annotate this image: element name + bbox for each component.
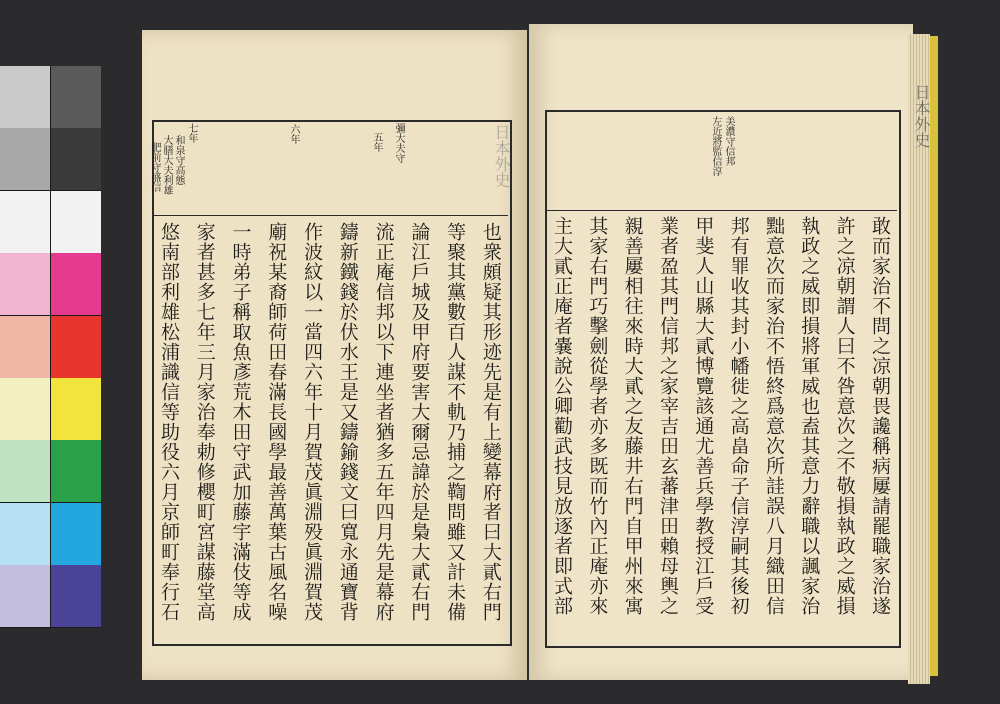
right-column-7: 業者盈其門信邦之家宰吉田玄蕃津田賴母輿之	[656, 216, 679, 616]
left-column-8: 一時弟子稱取魚彥荒木田守武加藤宇滿伎等成	[229, 222, 252, 622]
color-swatch	[51, 316, 101, 378]
right-column-2: 許之凉朝謂人曰不咎意次之不敬損執政之威損	[833, 216, 856, 616]
right-column-3: 執政之威即損將軍威也盍其意力辭職以諷家治	[798, 216, 821, 616]
left-note-yadayu: 彌大夫守	[393, 123, 404, 163]
right-column-5: 邦有罪收其封小幡徙之高畠命子信淳嗣其後初	[727, 216, 750, 616]
right-column-8: 親善屢相往來時大貳之友藤井右門自甲州來寓	[621, 216, 644, 616]
right-edge-title-showthrough: 日本外史	[912, 84, 931, 148]
color-swatch	[51, 253, 101, 315]
color-swatch	[51, 378, 101, 440]
color-swatch	[51, 440, 101, 502]
right-note-sakon: 左近將監信淳	[710, 116, 721, 176]
color-swatch	[0, 565, 50, 627]
right-body-text	[549, 216, 893, 640]
left-header-rule	[152, 120, 508, 216]
left-margin-title-showthrough: 日本外史	[492, 124, 511, 188]
left-note-year-5: 五年	[371, 132, 382, 152]
right-column-10: 主大貳正庵者嚢說公卿勸武技見放逐者即式部	[551, 216, 573, 616]
right-column-9: 其家右門巧擊劍從學者亦多既而竹內正庵亦來	[586, 216, 609, 616]
left-column-10: 悠南部利雄松浦識信等助役六月京師町奉行石	[158, 222, 180, 622]
right-header-rule	[545, 110, 897, 211]
color-swatch	[51, 503, 101, 565]
color-swatch	[51, 128, 101, 190]
color-swatch	[0, 378, 50, 440]
right-page	[529, 24, 913, 680]
open-book	[120, 14, 942, 690]
color-swatch	[51, 191, 101, 253]
left-note-izumi: 和泉守高態	[173, 135, 184, 185]
color-swatch	[51, 66, 101, 128]
left-note-year-7: 七年	[186, 123, 197, 143]
left-column-5: 鑄新鐵錢於伏水王是又鑄鍮錢文曰寬永通寶背	[336, 222, 359, 622]
left-note-year-6: 六年	[288, 124, 299, 144]
right-column-6: 甲斐人山縣大貳博覽該通尤善兵學教授江戶受	[692, 216, 715, 616]
left-column-9: 家者甚多七年三月家治奉勅修櫻町宮謀藤堂高	[193, 222, 216, 622]
left-column-1: 也衆頗疑其形迹先是有上變幕府者曰大貳右門	[479, 222, 502, 622]
color-swatch	[0, 191, 50, 253]
right-note-mino: 美濃守信邦	[723, 116, 734, 166]
color-swatch	[0, 128, 50, 190]
left-note-hizen: 肥前守盛信	[149, 142, 160, 192]
left-column-6: 作波紋以一當四六年十月賀茂眞淵殁眞淵賀茂	[301, 222, 324, 622]
left-column-2: 等聚其黨數百人謀不軌乃捕之鞫問雖又計未備	[444, 222, 467, 622]
color-swatch	[0, 316, 50, 378]
left-column-4: 流正庵信邦以下連坐者猶多五年四月先是幕府	[372, 222, 395, 622]
right-column-1: 敢而家治不問之凉朝畏讒稱病屢請罷職家治遂	[868, 216, 891, 616]
left-column-3: 論江戶城及甲府要害大爾忌諱於是梟大貳右門	[408, 222, 431, 622]
left-column-7: 廟祝某裔師荷田春滿長國學最善萬葉古風名噪	[265, 222, 288, 622]
color-swatch	[0, 440, 50, 502]
left-note-daizen: 大膳大夫利雄	[161, 135, 172, 195]
left-body-text	[156, 222, 504, 638]
right-column-4: 黜意次而家治不悟終爲意次所詿誤八月織田信	[762, 216, 785, 616]
color-swatch	[0, 66, 50, 128]
color-calibration-chart	[0, 66, 101, 628]
color-swatch	[51, 565, 101, 627]
left-page	[142, 30, 527, 680]
color-swatch	[0, 253, 50, 315]
color-swatch	[0, 503, 50, 565]
